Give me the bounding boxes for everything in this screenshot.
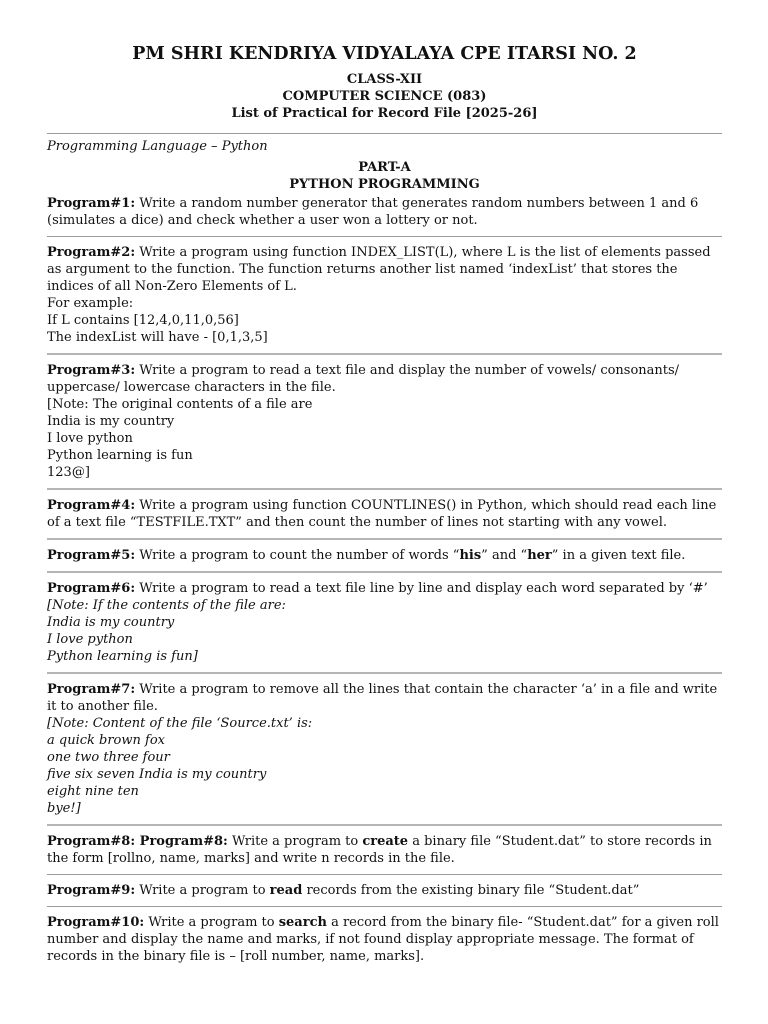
example-line: The indexList will have - [0,1,3,5] [47,330,268,345]
program-description: Write a random number generator that generates random numbers between 1 and 6 (simulates a dice) and check whether a user won a lottery or not. [47,196,699,228]
program-divider [47,874,722,875]
program-1 [47,195,722,229]
program-label: Program#1: [47,196,136,211]
program-9 [47,882,722,899]
keyword-read: read [269,883,303,898]
document-header [47,43,722,122]
note-line: I love python [47,632,133,647]
note-line: a quick brown fox [47,733,165,748]
program-label: Program#6: [47,581,136,596]
school-name: PM SHRI KENDRIYA VIDYALAYA CPE ITARSI NO. 2 [132,44,637,64]
note-line: Python learning is fun] [47,649,198,664]
program-divider [47,906,722,907]
keyword-create: create [362,834,409,849]
program-label: Program#8: Program#8: [47,834,228,849]
program-8 [47,833,722,867]
program-10 [47,914,722,965]
program-description: Write a program using function COUNTLINES() in Python, which should read each line of a text file “TESTFILE.TXT” and then count the number of lines not starting with any vowel. [47,498,717,530]
program-description: ” in a given text file. [551,548,686,563]
part-subtitle: PYTHON PROGRAMMING [289,177,480,192]
program-label: Program#10: [47,915,145,930]
program-description: Write a program to read a text file and display the number of vowels/ consonants/ uppercase/ lowercase characters in the file. [47,363,680,395]
note-line: I love python [47,431,133,446]
program-description: Write a program to [144,915,279,930]
program-divider [47,353,722,355]
keyword-search: search [278,915,327,930]
note-line: one two three four [47,750,170,765]
program-description: Write a program to [227,834,363,849]
program-divider [47,672,722,674]
program-label: Program#5: [47,548,136,563]
note-line: Python learning is fun [47,448,193,463]
program-description: Write a program to remove all the lines that contain the character ‘a’ in a file and write it to another file. [47,682,718,714]
program-4 [47,497,722,531]
program-description: Write a program using function INDEX_LIST(L), where L is the list of elements passed as argument to the function. The function returns another list named ‘indexList’ that stores the indices of all Non-Zero Elements of L. [47,245,711,294]
header-divider [47,133,722,134]
note-line: 123@] [47,465,90,480]
program-divider [47,236,722,237]
keyword-her: her [527,548,552,563]
program-5 [47,547,722,564]
program-description: records from the existing binary file “Student.dat” [302,883,640,898]
class-label: CLASS-XII [346,72,423,87]
program-label: Program#2: [47,245,136,260]
program-2 [47,244,722,346]
program-3 [47,362,722,481]
program-divider [47,488,722,490]
subject-label: COMPUTER SCIENCE (083) [282,89,487,104]
keyword-his: his [459,548,482,563]
program-label: Program#4: [47,498,136,513]
note-line: India is my country [47,615,175,630]
note-line: bye!] [47,801,81,816]
note-line: eight nine ten [47,784,139,799]
note-line: [Note: The original contents of a file are [47,397,313,412]
program-7 [47,681,722,817]
program-divider [47,538,722,540]
programming-language: Programming Language – Python [47,139,268,154]
program-description: a binary file “Student.dat” to store records in the form [rollno, name, marks] and write n records in the file. [47,834,712,866]
part-title: PART-A [358,160,411,175]
program-label: Program#3: [47,363,136,378]
program-divider [47,824,722,826]
program-label: Program#7: [47,682,136,697]
program-description: Write a program to count the number of words “ [135,548,460,563]
example-line: For example: [47,296,134,311]
note-line: India is my country [47,414,175,429]
program-divider [47,571,722,573]
program-description: ” and “ [481,548,528,563]
note-line: [Note: Content of the file ‘Source.txt’ is: [47,716,313,731]
note-line: [Note: If the contents of the file are: [47,598,286,613]
program-6 [47,580,722,665]
program-description: Write a program to [135,883,270,898]
example-line: If L contains [12,4,0,11,0,56] [47,313,239,328]
program-description: a record from the binary file- “Student.dat” for a given roll number and display the name and marks, if not found display appropriate message. The format of records in the binary file is – [roll number, name, marks]. [47,915,719,964]
program-label: Program#9: [47,883,136,898]
program-description: Write a program to read a text file line by line and display each word separated by ‘#’ [135,581,708,596]
list-title: List of Practical for Record File [2025-26] [231,106,538,121]
note-line: five six seven India is my country [47,767,267,782]
